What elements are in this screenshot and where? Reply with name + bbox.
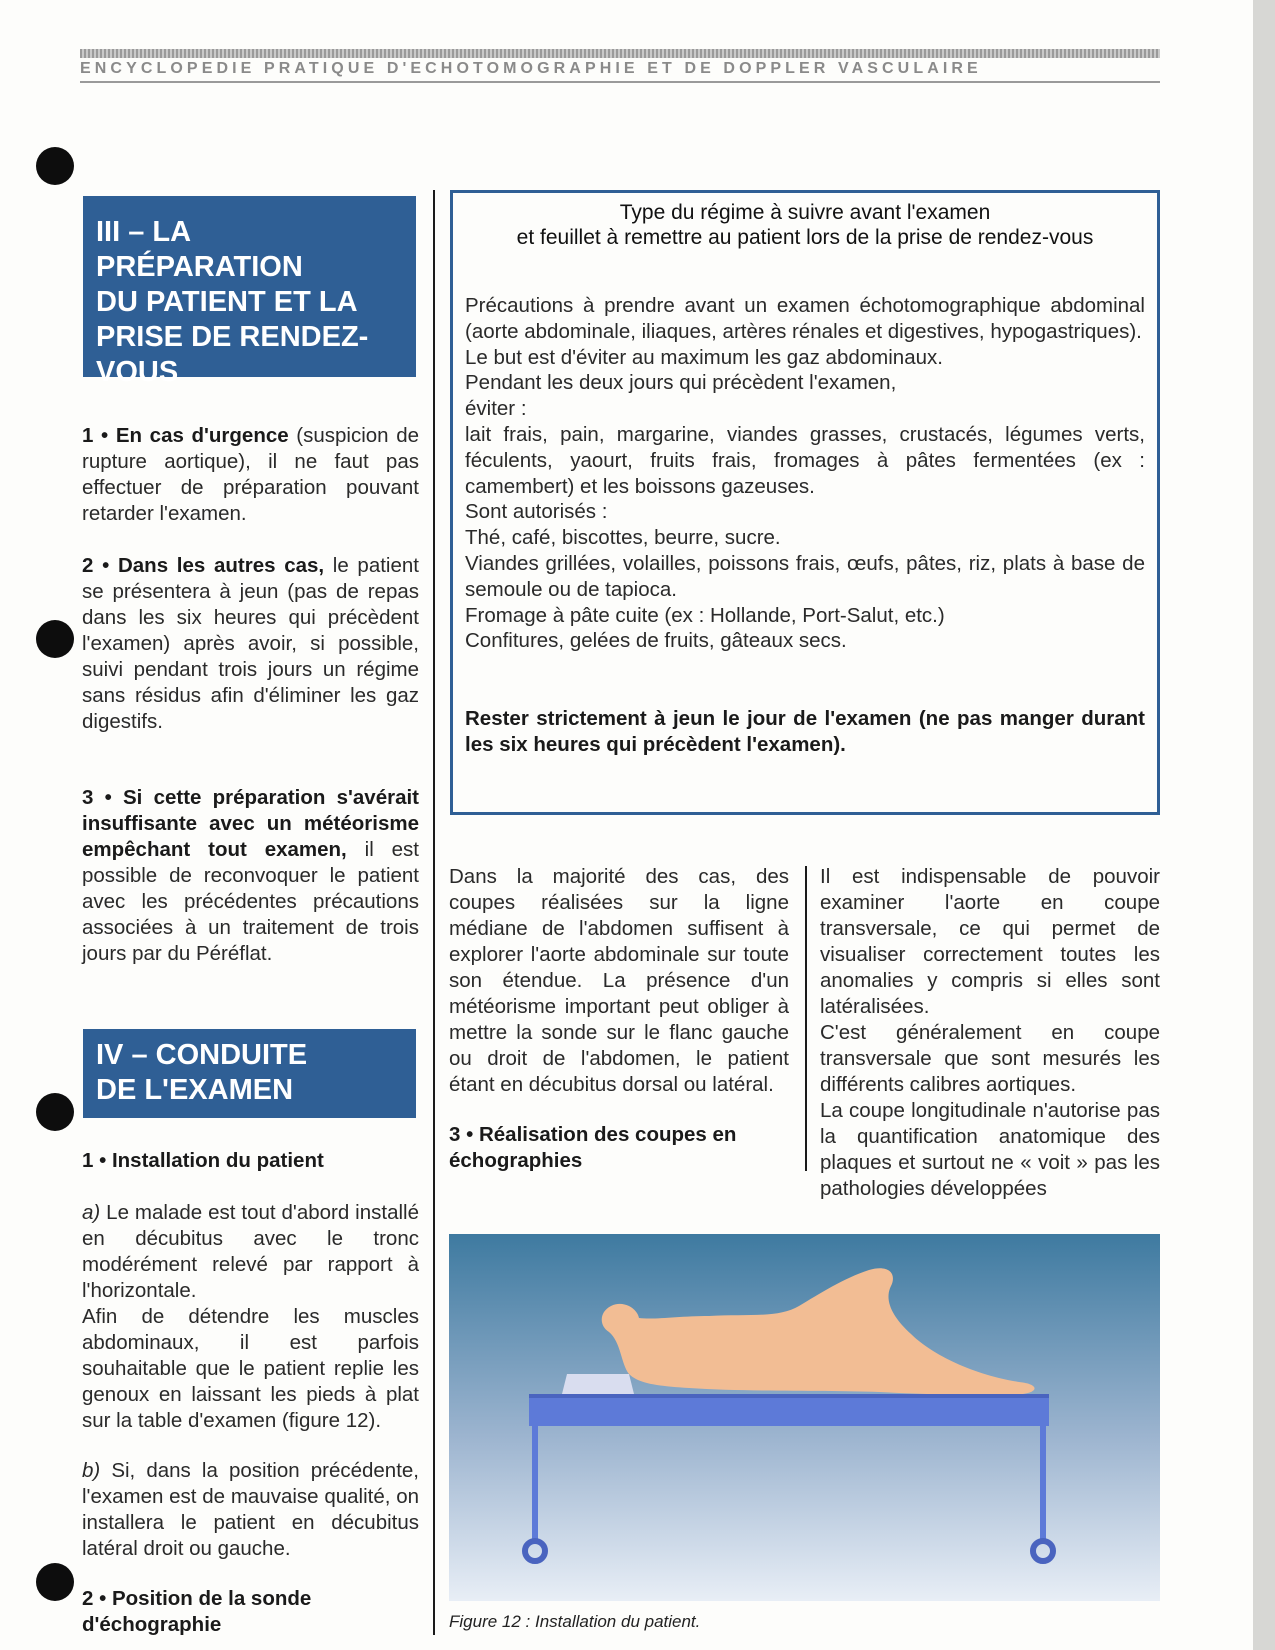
header-rule — [80, 81, 1160, 83]
table-leg-right — [1040, 1426, 1046, 1541]
binder-hole — [36, 147, 74, 185]
paragraph-a: a) Le malade est tout d'abord installé en décubitus avec le tronc modérément relevé par rapport à l'horizontale. Afin de détendre les muscles abdominaux, il est parfois souhaitable que le patient replie les genoux en laissant les pieds à plat sur la table d'examen (figure 12). — [82, 1201, 419, 1432]
column-divider — [805, 866, 807, 1171]
section-heading-preparation: III – LA PRÉPARATION DU PATIENT ET LA PRISE DE RENDEZ- VOUS — [83, 196, 416, 377]
paragraph-preparation-insuffisante: 3 • Si cette préparation s'avérait insuffisante avec un météorisme empêchant tout examen, il est possible de reconvoquer le patient avec les précédentes précautions associées à un traitement de trois jours par du Péréflat. — [82, 786, 419, 965]
regime-box-title: Type du régime à suivre avant l'examen et feuillet à remettre au patient lors de la prise de rendez-vous — [516, 201, 1094, 249]
header-band — [80, 49, 1160, 58]
figure-caption: Figure 12 : Installation du patient. — [449, 1612, 701, 1631]
table-leg-left — [532, 1426, 538, 1541]
exam-table-edge — [529, 1394, 1049, 1398]
column-divider — [433, 190, 435, 1635]
paragraph-coupes-mediane: Dans la majorité des cas, des coupes réalisées sur la ligne médiane de l'abdomen suffisent à explorer l'aorte abdominale sur toute son étendue. La présence d'un météorisme important peut obliger à mettre la sonde sur le flanc gauche ou droit de l'abdomen, le patient étant en décubitus dorsal ou latéral. — [449, 865, 789, 1096]
subheading-realisation-coupes: 3 • Réalisation des coupes en échographies — [449, 1123, 737, 1172]
paragraph-urgence: 1 • En cas d'urgence (suspicion de rupture aortique), il ne faut pas effectuer de préparation pouvant retarder l'examen. — [82, 424, 420, 525]
paragraph-coupe-transversale: Il est indispensable de pouvoir examiner l'aorte en coupe transversale, ce qui permet de visualiser correctement toutes les anomalies y compris si elles sont latéralisées. C'est généralement en coupe transversale que sont mesurés les différents calibres aortiques. La coupe longitudinale n'autorise pas la quantification anatomique des plaques et surtout ne « voit » pas les pathologies développées — [820, 865, 1160, 1200]
binder-hole — [36, 1093, 74, 1131]
exam-table-top — [529, 1396, 1049, 1426]
paragraph-b: b) Si, dans la position précédente, l'examen est de mauvaise qualité, on installera le patient en décubitus latéral droit ou gauche. — [82, 1459, 419, 1560]
running-header: ENCYCLOPEDIE PRATIQUE D'ECHOTOMOGRAPHIE ET DE DOPPLER VASCULAIRE — [80, 60, 982, 77]
binder-hole — [36, 620, 74, 658]
regime-box-final: Rester strictement à jeun le jour de l'examen (ne pas manger durant les six heures qui précèdent l'examen). — [465, 707, 1145, 756]
paragraph-autres-cas: 2 • Dans les autres cas, le patient se présentera à jeun (pas de repas dans les six heures qui précèdent l'examen) après avoir, si possible, suivi pendant trois jours un régime sans résidus afin d'éliminer les gaz digestifs. — [82, 554, 419, 733]
patient-on-table-illustration — [449, 1234, 1160, 1601]
subheading-installation: 1 • Installation du patient — [82, 1149, 324, 1172]
subheading-position-sonde: 2 • Position de la sonde d'échographie — [82, 1587, 312, 1636]
binder-hole — [36, 1563, 74, 1601]
regime-box-body: Précautions à prendre avant un examen échotomographique abdominal (aorte abdominale, iliaques, artères rénales et digestives, hypogastriques). Le but est d'éviter au maximum les gaz abdominaux. Pendant les deux jours qui précèdent l'examen, éviter : lait frais, pain, margarine, viandes grasses, crustacés, légumes verts, féculents, yaourt, fruits frais, fromages à pâtes fermentées (ex : camembert) et les boissons gazeuses. Sont autorisés : Thé, café, biscottes, beurre, sucre. Viandes grillées, volailles, poissons frais, œufs, pâtes, riz, plats à base de semoule ou de tapioca. Fromage à pâte cuite (ex : Hollande, Port-Salut, etc.) Confitures, gelées de fruits, gâteaux secs. — [465, 294, 1145, 653]
page-edge — [1253, 0, 1275, 1650]
figure-patient-installation — [449, 1234, 1160, 1601]
section-heading-conduite: IV – CONDUITE DE L'EXAMEN — [83, 1029, 416, 1118]
